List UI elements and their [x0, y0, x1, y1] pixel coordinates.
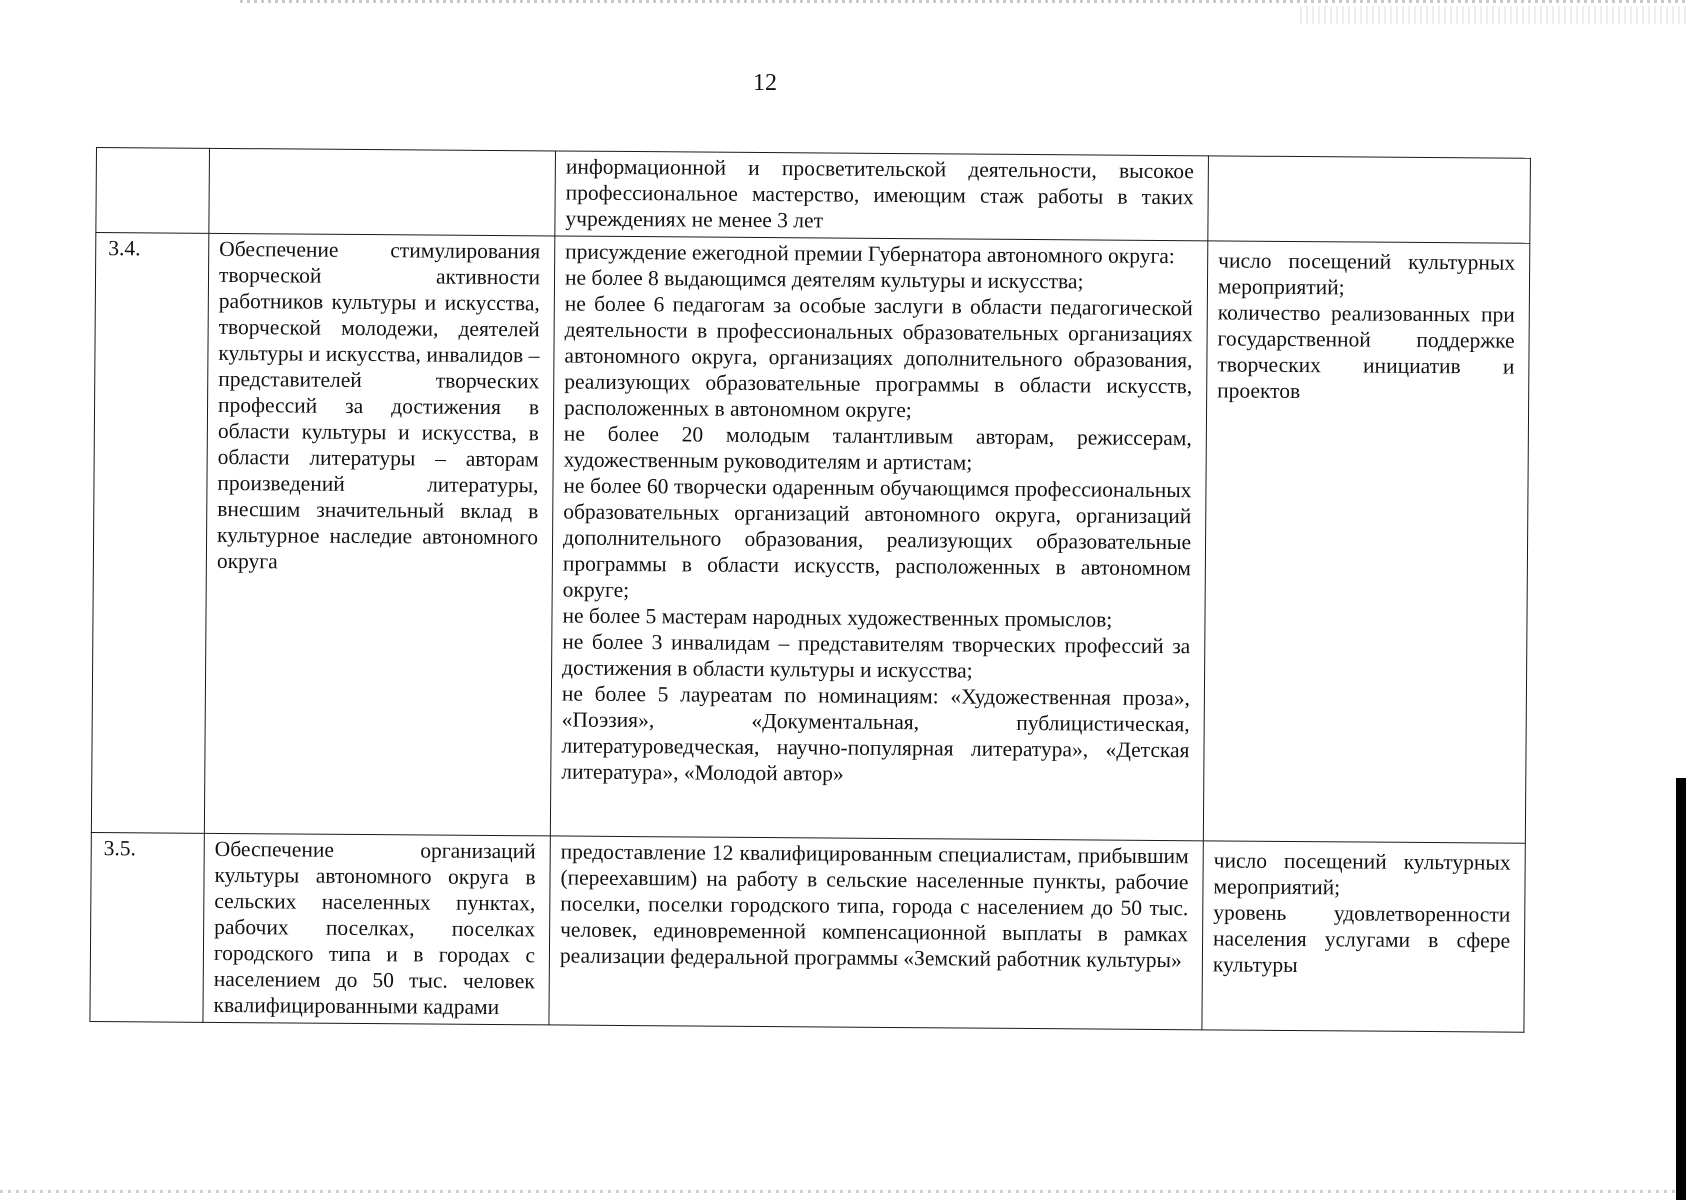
- scan-edge-right: [1676, 778, 1686, 1200]
- scan-edge-top-noise: [1300, 6, 1686, 24]
- indicator-cell: [1202, 841, 1525, 1032]
- description-line: не более 20 молодым талантливым авторам, режиссерам, художественным руководителям и артистам;: [563, 421, 1192, 475]
- description-line: не более 8 выдающимся деятелям культуры и искусства;: [564, 265, 1084, 294]
- scan-edge-bottom: [0, 1190, 1686, 1193]
- indicator-line: количество реализованных при государственной поддержке творческих инициатив и проектов: [1217, 300, 1515, 404]
- activities-table: [89, 147, 1531, 1033]
- event-cell: [204, 233, 554, 836]
- description-line: не более 60 творчески одаренным обучающимся профессиональных образовательных организаций автономного округа, организаций дополнительного образования, реализующих образовательные программы в области искусств, расположенных в автономном округе;: [562, 473, 1192, 603]
- row-number-cell: [96, 148, 210, 234]
- description-line: не более 5 лауреатам по номинациям: «Художественная проза», «Поэзия», «Документальная, публицистическая, литературоведческая, научно-популярная литература», «Детская литература», «Молодой автор»: [561, 681, 1190, 786]
- description-line: присуждение ежегодной премии Губернатора автономного округа:: [565, 239, 1175, 269]
- indicator-line: уровень удовлетворенности населения услугами в сфере культуры: [1212, 900, 1511, 978]
- indicator-line: число посещений культурных мероприятий;: [1217, 248, 1516, 300]
- indicator-cell: [1203, 241, 1529, 843]
- event-text: Обеспечение организаций культуры автономного округа в сельских населенных пунктах, рабочих поселках, поселках городского типа и в городах с населением до 50 тыс. человек квалифицированными кадрами: [213, 836, 536, 1020]
- table-row: [90, 832, 1525, 1032]
- description-line: не более 5 мастерам народных художественных промыслов;: [562, 603, 1113, 632]
- description-cell: [550, 236, 1207, 841]
- event-cell: [209, 148, 556, 236]
- description-text: информационной и просветительской деятельности, высокое профессиональное мастерство, имеющим стаж работы в таких учреждениях не менее 3 лет: [565, 154, 1194, 233]
- table-row: [96, 148, 1531, 244]
- scan-edge-top: [240, 0, 1686, 3]
- page-number: 12: [753, 70, 777, 96]
- description-line: не более 3 инвалидам – представителям творческих профессий за достижения в области культуры и искусства;: [562, 629, 1191, 683]
- row-number-cell: 3.4.: [91, 233, 208, 834]
- indicator-line: число посещений культурных мероприятий;: [1213, 848, 1511, 900]
- event-cell: [203, 833, 550, 1025]
- indicator-cell: [1208, 156, 1531, 243]
- description-cell: [549, 836, 1203, 1030]
- row-number-cell: 3.5.: [90, 832, 204, 1022]
- description-text: предоставление 12 квалифицированным специалистам, прибывшим (переехавшим) на работу в сельские населенные пункты, рабочие поселки, поселки городского типа, города с населением до 50 тыс. человек, единовременной компенсационной выплаты в рамках реализации федеральной программы «Земский работник культуры»: [559, 839, 1189, 973]
- description-line: не более 6 педагогам за особые заслуги в области педагогической деятельности в профессиональных образовательных организациях автономного округа, организациях дополнительного образования, реализующих образовательные программы в области искусств, расположенных в автономном округе;: [563, 291, 1193, 423]
- table-row: [91, 233, 1529, 844]
- event-text: Обеспечение стимулирования творческой активности работников культуры и искусства, творческой молодежи, деятелей культуры и искусства, инвалидов – представителей творческих профессий за достижения в области культуры и искусства, в области литературы – авторам произведений литературы, внесшим значительный вклад в культурное наследие автономного округа: [216, 236, 541, 574]
- description-cell: [555, 151, 1209, 241]
